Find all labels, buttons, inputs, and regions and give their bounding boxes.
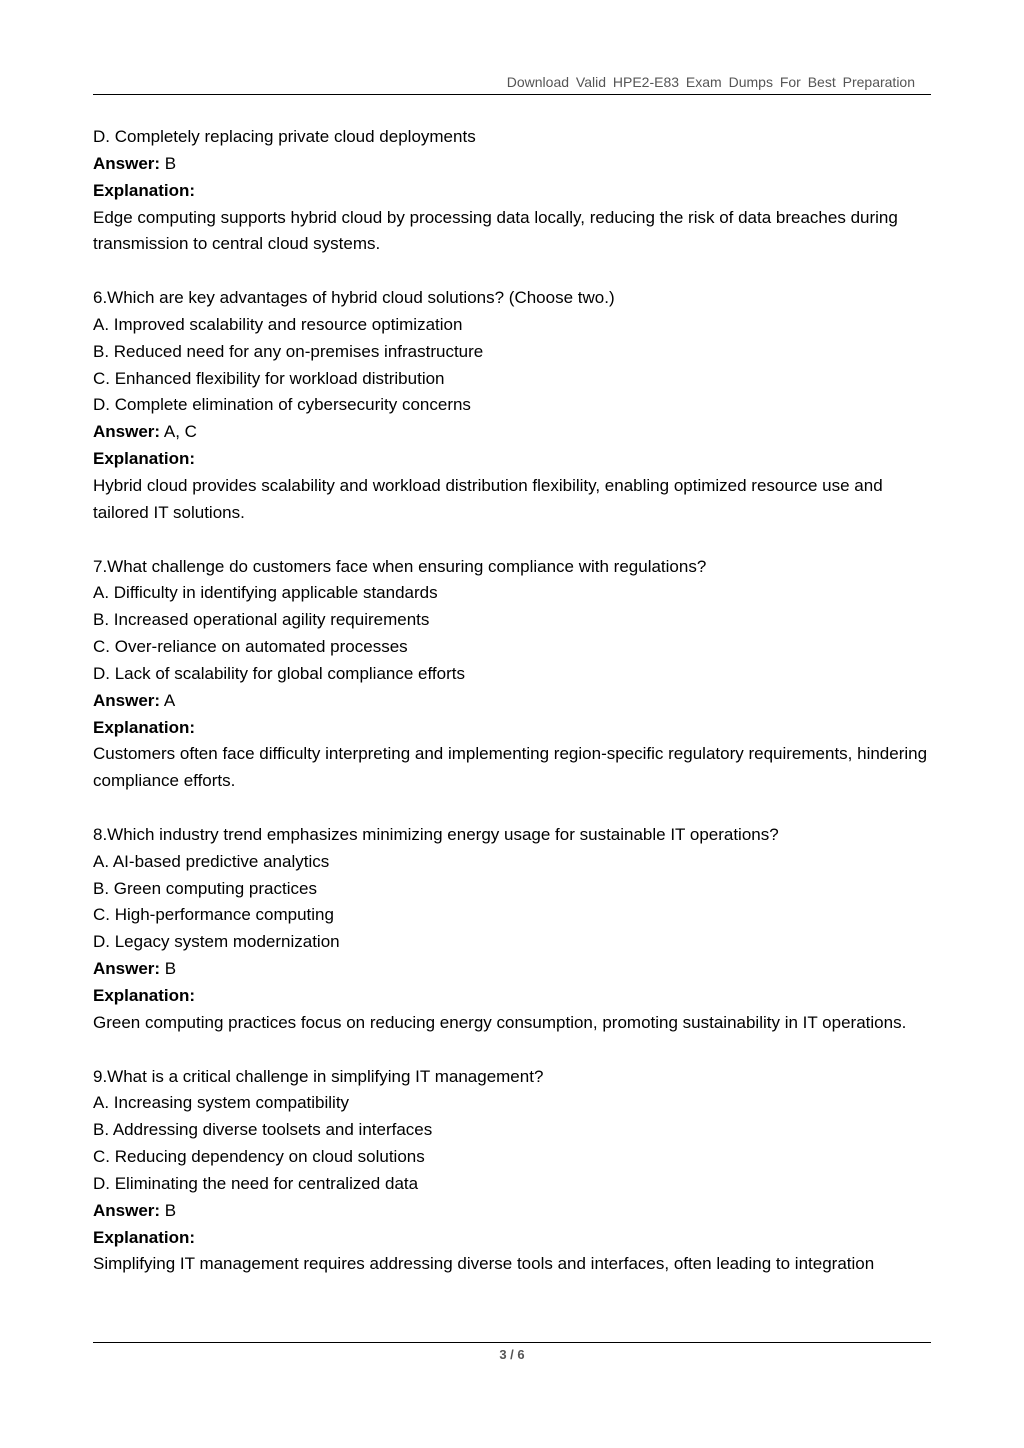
answer-label: Answer:: [93, 153, 161, 173]
explanation-label: Explanation:: [93, 986, 196, 1005]
option-a: A. AI-based predictive analytics: [93, 851, 330, 871]
explanation-label: Explanation:: [93, 449, 196, 469]
question-block-7: [93, 554, 938, 796]
answer-line: [93, 956, 938, 983]
option-b: B. Increased operational agility requirements: [93, 610, 430, 630]
question-block-9: [93, 1064, 938, 1279]
option-c: C. Over-reliance on automated processes: [93, 637, 408, 657]
page-content: [93, 124, 938, 1278]
question-block-6: [93, 285, 938, 527]
option-a: A. Increasing system compatibility: [93, 1093, 350, 1113]
page-footer: [93, 1342, 931, 1362]
explanation-text: Simplifying IT management requires addressing diverse tools and interfaces, often leading to integration: [93, 1254, 875, 1274]
explanation-label: Explanation:: [93, 717, 196, 737]
header-title: Download Valid HPE2-E83 Exam Dumps For Best Preparation: [506, 74, 915, 90]
answer-line: [93, 419, 938, 446]
option-b: B. Green computing practices: [93, 878, 317, 898]
option-d: D. Complete elimination of cybersecurity concerns: [93, 395, 471, 415]
answer-value: A, C: [160, 422, 197, 442]
answer-line: [93, 688, 938, 715]
page-header: [93, 72, 931, 95]
question-text: 8.Which industry trend emphasizes minimizing energy usage for sustainable IT operations?: [93, 824, 779, 844]
explanation-text: Hybrid cloud provides scalability and workload distribution flexibility, enabling optimized resource use and tailored IT solutions.: [93, 475, 883, 522]
option-b: B. Addressing diverse toolsets and interfaces: [93, 1120, 433, 1140]
option-d: D. Eliminating the need for centralized data: [93, 1173, 419, 1193]
answer-line: [93, 151, 938, 178]
answer-label: Answer:: [93, 959, 161, 979]
option-d: D. Lack of scalability for global compliance efforts: [93, 663, 465, 683]
option-b: B. Reduced need for any on-premises infrastructure: [93, 341, 484, 361]
option-d: D. Completely replacing private cloud deployments: [93, 127, 476, 146]
question-text: 6.Which are key advantages of hybrid cloud solutions? (Choose two.): [93, 288, 615, 308]
question-text: 9.What is a critical challenge in simplifying IT management?: [93, 1066, 544, 1086]
answer-value: B: [160, 1200, 177, 1220]
question-block-5: [93, 124, 938, 258]
page-number: 3 / 6: [499, 1347, 525, 1362]
answer-value: B: [160, 959, 177, 979]
answer-line: [93, 1198, 938, 1225]
option-c: C. Reducing dependency on cloud solutions: [93, 1147, 425, 1167]
option-a: A. Improved scalability and resource optimization: [93, 314, 463, 334]
option-c: C. High-performance computing: [93, 905, 334, 925]
explanation-label: Explanation:: [93, 180, 196, 200]
option-d: D. Legacy system modernization: [93, 932, 340, 952]
answer-value: A: [160, 690, 176, 710]
explanation-text: Customers often face difficulty interpreting and implementing region-specific regulatory requirements, hindering compliance efforts.: [93, 744, 928, 791]
answer-label: Answer:: [93, 690, 161, 710]
explanation-text: Edge computing supports hybrid cloud by processing data locally, reducing the risk of data breaches during transmission to central cloud systems.: [93, 207, 898, 254]
option-c: C. Enhanced flexibility for workload distribution: [93, 368, 445, 388]
answer-label: Answer:: [93, 1200, 161, 1220]
answer-label: Answer:: [93, 422, 161, 442]
answer-value: B: [160, 153, 177, 173]
explanation-label: Explanation:: [93, 1227, 196, 1247]
explanation-text: Green computing practices focus on reducing energy consumption, promoting sustainability in IT operations.: [93, 1012, 907, 1032]
question-text: 7.What challenge do customers face when ensuring compliance with regulations?: [93, 556, 707, 576]
option-a: A. Difficulty in identifying applicable standards: [93, 583, 438, 603]
question-block-8: [93, 822, 938, 1037]
